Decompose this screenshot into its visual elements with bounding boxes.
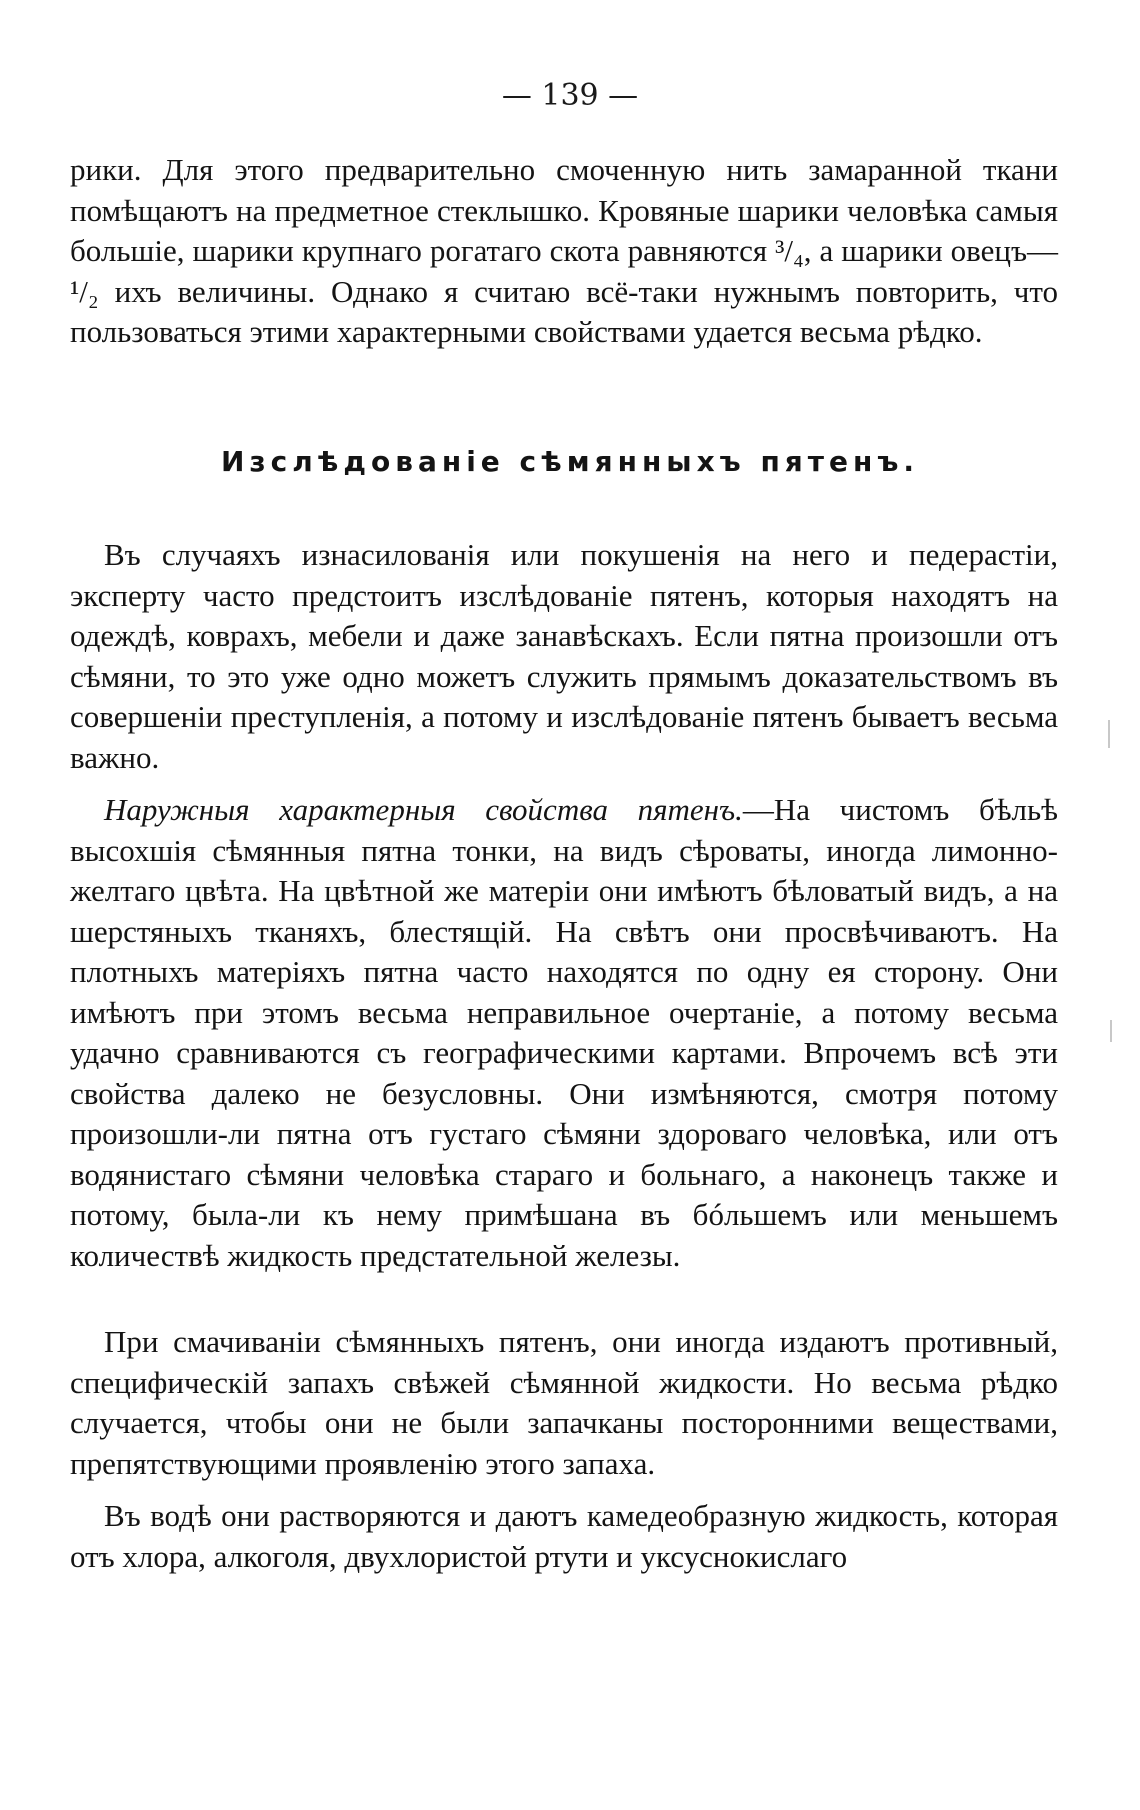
paragraph-3: При смачиваніи сѣмянныхъ пятенъ, они иногда издаютъ противный, специфическій запахъ свѣжей сѣмянной жидкости. Но весьма рѣдко случается, чтобы они не были запачканы посторонними веществами, препятствующими проявленію этого запаха. [70,1324,1058,1481]
paragraph-block-1 [70,535,1058,778]
paragraph-2-rest: —На чистомъ бѣльѣ высохшія сѣмянныя пятна тонки, на видъ сѣроваты, иногда лимонно-желтаго цвѣта. На цвѣтной же матеріи они имѣютъ бѣловатый видъ, а на шерстяныхъ тканяхъ, блестящій. На свѣтъ они просвѣчиваютъ. На плотныхъ матеріяхъ пятна часто находятся по одну ея сторону. Они имѣютъ при этомъ весьма неправильное очертаніе, а потому весьма удачно сравниваются съ географическими картами. Впрочемъ всѣ эти свойства далеко не безусловны. Они измѣняются, смотря потому произошли-ли пятна отъ густаго сѣмяни здороваго человѣка, или отъ водянистаго сѣмяни человѣка стараго и больнаго, а наконецъ также и потому, была-ли къ нему примѣшана въ бóльшемъ или меньшемъ количествѣ жидкость предстательной железы. [70,792,1058,1273]
paragraph-4: Въ водѣ они растворяются и даютъ камедеобразную жидкость, которая отъ хлора, алкоголя, двухлористой ртути и уксуснокислаго [70,1498,1058,1574]
paragraph-block-3 [70,1322,1058,1484]
page-number: — 139 — [501,78,639,113]
scan-margin-mark [1110,1020,1112,1042]
paragraph-1: Въ случаяхъ изнасилованія или покушенія на него и педерастіи, эксперту часто предстоитъ изслѣдованіе пятенъ, которыя находятъ на одеждѣ, коврахъ, мебели и даже занавѣскахъ. Если пятна произошли отъ сѣмяни, то это уже одно можетъ служить прямымъ доказательствомъ въ совершеніи преступленія, а потому и изслѣдованіе пятенъ бываетъ весьма важно. [70,537,1058,775]
paragraph-block-4 [70,1496,1058,1577]
paragraph-block-2 [70,790,1058,1276]
section-heading: Изслѣдованіе сѣмянныхъ пятенъ. [220,445,920,478]
paragraph-2-italic-lead: Наружныя характерныя свойства пятенъ. [104,792,743,827]
scan-margin-mark [1108,720,1110,748]
paragraph-2 [70,790,1058,1276]
continued-paragraph: рики. Для этого предварительно смоченную нить замаранной ткани помѣщаютъ на предметное стеклышко. Кровяные шарики человѣка самыя большіе, шарики крупнаго рогатаго скота равняются ³/₄, а шарики овецъ—¹/₂ ихъ величины. Однако я считаю всё-таки нужнымъ повторить, что пользоваться этими характерными свойствами удается весьма рѣдко. [70,152,1058,349]
